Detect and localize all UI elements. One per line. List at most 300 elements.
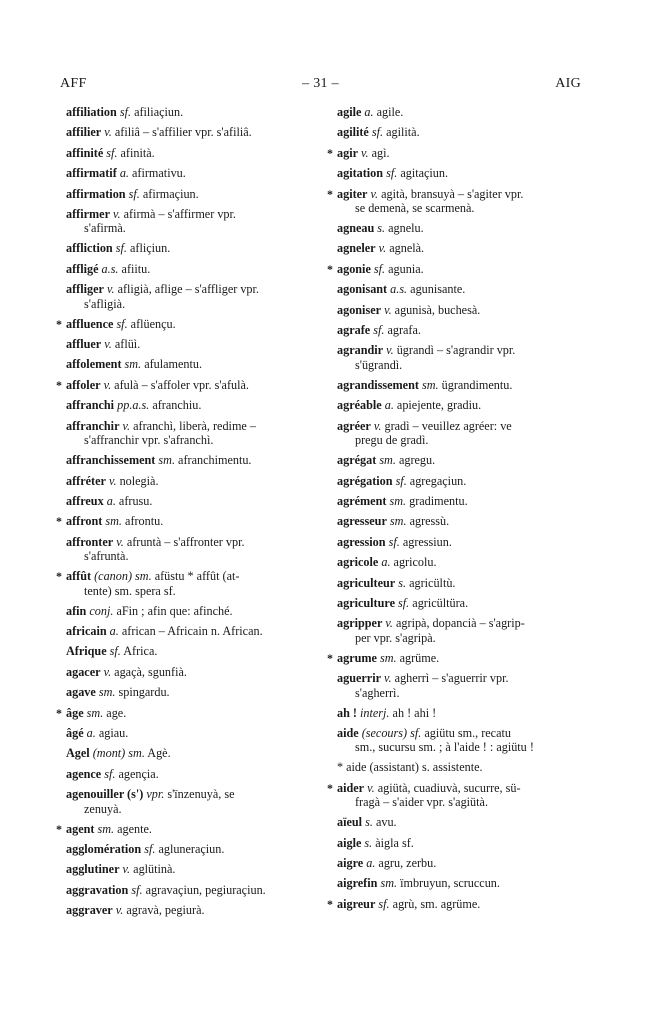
headword: agoniser bbox=[337, 302, 382, 317]
definition: gradì – veuillez agréer: ve bbox=[384, 418, 512, 433]
headword: agripper bbox=[337, 616, 383, 631]
dictionary-entry bbox=[327, 451, 585, 470]
headword: agriculteur bbox=[337, 575, 396, 590]
dictionary-entry bbox=[56, 185, 312, 204]
headword: agrandir bbox=[337, 343, 384, 358]
grammar-tag: sf. bbox=[373, 261, 386, 276]
asterisk-marker: * bbox=[327, 780, 333, 795]
grammar-tag: sf. bbox=[106, 145, 118, 160]
definition-continuation: se demenà, se scarmenà. bbox=[355, 201, 475, 216]
grammar-tag: sf. bbox=[119, 105, 132, 119]
headword: agneau bbox=[337, 221, 375, 236]
asterisk-marker: * bbox=[56, 821, 62, 836]
asterisk-marker: * bbox=[56, 705, 62, 720]
dictionary-entry bbox=[327, 185, 585, 215]
dictionary-entry bbox=[56, 417, 312, 447]
headword: affoler bbox=[66, 377, 101, 392]
dictionary-entry bbox=[56, 472, 312, 491]
headword: affranchissement bbox=[66, 453, 156, 468]
definition: ah ! ahi ! bbox=[392, 705, 437, 720]
definition: aflüì. bbox=[114, 337, 141, 352]
headword: agrégation bbox=[337, 473, 393, 488]
grammar-tag: v. bbox=[122, 862, 131, 877]
grammar-tag: pp.a.s. bbox=[117, 398, 150, 413]
grammar-tag: a. bbox=[106, 493, 116, 508]
definition: aglütinà. bbox=[133, 862, 176, 877]
dictionary-entry bbox=[327, 854, 585, 873]
grammar-tag: (mont) sm. bbox=[92, 746, 145, 761]
dictionary-entry bbox=[56, 103, 312, 122]
headword: affranchi bbox=[66, 398, 115, 413]
headword: africain bbox=[66, 623, 107, 638]
grammar-tag: v. bbox=[103, 664, 112, 679]
headword: affreux bbox=[66, 493, 104, 508]
headword: aïeul bbox=[337, 815, 363, 830]
definition: avu. bbox=[375, 815, 397, 830]
dictionary-entry bbox=[327, 724, 585, 754]
definition: agregu. bbox=[398, 453, 436, 468]
dictionary-entry bbox=[327, 512, 585, 531]
dictionary-entry bbox=[56, 901, 312, 920]
dictionary-entry bbox=[327, 874, 585, 893]
grammar-tag: conj. bbox=[89, 603, 114, 618]
asterisk-marker: * bbox=[327, 186, 333, 201]
grammar-tag: sf. bbox=[398, 595, 410, 610]
headword: affluence bbox=[66, 316, 114, 331]
definition: * aide (assistant) s. assistente. bbox=[337, 760, 483, 775]
dictionary-entry bbox=[327, 813, 585, 832]
grammar-tag: vpr. bbox=[146, 787, 165, 802]
headword: affirmation bbox=[66, 186, 126, 201]
dictionary-entry bbox=[327, 219, 585, 238]
headword: agilité bbox=[337, 125, 369, 140]
headword: agonie bbox=[337, 261, 371, 276]
headword: affirmatif bbox=[66, 166, 117, 181]
definition-continuation: fragà – s'aider vpr. s'agiütà. bbox=[355, 795, 488, 810]
dictionary-entry bbox=[56, 396, 312, 415]
grammar-tag: sf. bbox=[144, 842, 156, 856]
definition-continuation: s'afirmà. bbox=[84, 221, 126, 236]
dictionary-entry bbox=[327, 144, 585, 163]
grammar-tag: a. bbox=[364, 105, 374, 119]
headword: affliction bbox=[66, 241, 113, 256]
grammar-tag: sf. bbox=[104, 766, 116, 781]
dictionary-entry bbox=[327, 417, 585, 447]
definition: afirmà – s'affirmer vpr. bbox=[123, 207, 236, 222]
definition: afulamentu. bbox=[144, 357, 203, 372]
grammar-tag: a. bbox=[109, 623, 119, 638]
headword: affliger bbox=[66, 282, 104, 297]
dictionary-entry bbox=[327, 533, 585, 552]
dictionary-entry bbox=[56, 123, 312, 142]
definition: ügrandimentu. bbox=[441, 377, 513, 392]
headword: agricole bbox=[337, 555, 379, 570]
headword: aider bbox=[337, 780, 365, 795]
definition: agilità. bbox=[386, 125, 420, 140]
definition: afliçiun. bbox=[130, 241, 171, 256]
headword: agent bbox=[66, 821, 95, 836]
definition: àigla sf. bbox=[375, 835, 414, 850]
definition: apiejente, gradiu. bbox=[396, 398, 482, 413]
definition: agiütu sm., recatu bbox=[424, 725, 511, 740]
definition: afrontu. bbox=[125, 514, 164, 529]
dictionary-entry bbox=[56, 642, 312, 661]
headword: agence bbox=[66, 766, 102, 781]
dictionary-entry bbox=[56, 744, 312, 763]
grammar-tag: sm. bbox=[158, 453, 175, 468]
headword: agréer bbox=[337, 418, 371, 433]
headword: âgé bbox=[66, 725, 84, 740]
definition: afruntà – s'affronter vpr. bbox=[126, 534, 245, 549]
headword: agneler bbox=[337, 241, 376, 256]
headword: affiliation bbox=[66, 105, 117, 119]
dictionary-entry bbox=[56, 704, 312, 723]
dictionary-entry bbox=[56, 205, 312, 235]
definition: agunisà, buchesà. bbox=[394, 302, 481, 317]
definition: age. bbox=[106, 705, 127, 720]
headword: agrément bbox=[337, 493, 387, 508]
dictionary-entry bbox=[327, 376, 585, 395]
definition: agitaçiun. bbox=[400, 166, 449, 181]
definition: aflüençu. bbox=[130, 316, 176, 331]
definition: agaçà, sgunfià. bbox=[114, 664, 187, 679]
definition: nolegià. bbox=[119, 473, 159, 488]
headword: aigrefin bbox=[337, 876, 378, 891]
definition-continuation: s'afligià. bbox=[84, 296, 126, 311]
grammar-tag: v. bbox=[370, 186, 379, 201]
headword: Afrique bbox=[66, 644, 107, 659]
grammar-tag: v. bbox=[378, 241, 387, 256]
dictionary-entry bbox=[327, 103, 585, 122]
grammar-tag: (canon) sm. bbox=[94, 569, 152, 584]
headword: affût bbox=[66, 569, 92, 584]
grammar-tag: sf. bbox=[386, 166, 398, 181]
grammar-tag: v. bbox=[384, 302, 392, 317]
dictionary-entry bbox=[327, 341, 585, 371]
header-right-guide-word: AIG bbox=[555, 76, 581, 91]
dictionary-entry bbox=[327, 492, 585, 511]
dictionary-entry bbox=[56, 144, 312, 163]
headword: agrandissement bbox=[337, 377, 419, 392]
headword: agression bbox=[337, 534, 386, 549]
dictionary-entry bbox=[56, 860, 312, 879]
dictionary-entry bbox=[327, 553, 585, 572]
dictionary-entry bbox=[56, 533, 312, 563]
headword: affolement bbox=[66, 357, 122, 372]
dictionary-entry bbox=[56, 765, 312, 784]
headword: âge bbox=[66, 705, 84, 720]
headword: agresseur bbox=[337, 514, 387, 529]
definition: afinità. bbox=[120, 145, 155, 160]
definition: agrù, sm. agrüme. bbox=[392, 896, 481, 911]
dictionary-entry bbox=[56, 567, 312, 597]
grammar-tag: sm. bbox=[421, 377, 439, 392]
headword: aigre bbox=[337, 856, 364, 870]
headword: agacer bbox=[66, 664, 101, 679]
dictionary-entry bbox=[56, 376, 312, 395]
grammar-tag: v. bbox=[373, 418, 382, 433]
grammar-tag: v. bbox=[104, 337, 112, 352]
definition: afulà – s'affoler vpr. s'afulà. bbox=[114, 377, 249, 392]
definition: gradimentu. bbox=[409, 493, 468, 508]
dictionary-entry bbox=[56, 881, 312, 900]
definition: agunia. bbox=[388, 261, 424, 276]
definition: agità, bransuyà – s'agiter vpr. bbox=[381, 186, 524, 201]
grammar-tag: sm. bbox=[389, 514, 407, 529]
headword: Agel bbox=[66, 746, 90, 761]
grammar-tag: sf. bbox=[128, 186, 140, 201]
definition: agripà, dopancià – s'agrip- bbox=[396, 616, 525, 631]
definition: Agè. bbox=[147, 746, 171, 761]
page-number: – 31 – bbox=[302, 76, 339, 91]
headword: agonisant bbox=[337, 282, 388, 297]
dictionary-entry bbox=[327, 669, 585, 699]
definition-continuation: per vpr. s'agripà. bbox=[355, 630, 436, 645]
dictionary-entry bbox=[56, 239, 312, 258]
definition-continuation: s'ügrandì. bbox=[355, 357, 403, 372]
dictionary-entry bbox=[56, 260, 312, 279]
definition-continuation: s'afruntà. bbox=[84, 549, 129, 564]
grammar-tag: a. bbox=[366, 856, 376, 870]
headword: ah ! bbox=[337, 705, 357, 720]
grammar-tag: v. bbox=[385, 616, 393, 631]
headword: affilier bbox=[66, 125, 102, 140]
headword: agir bbox=[337, 145, 358, 160]
dictionary-entry bbox=[327, 895, 585, 914]
grammar-tag: sf. bbox=[371, 125, 384, 140]
definition: agrüme. bbox=[399, 650, 440, 665]
headword: aggravation bbox=[66, 882, 129, 897]
grammar-tag: sf. bbox=[373, 323, 385, 338]
definition-continuation: pregu de gradì. bbox=[355, 433, 429, 448]
asterisk-marker: * bbox=[327, 261, 333, 276]
grammar-tag: v. bbox=[361, 145, 369, 160]
dictionary-entry bbox=[56, 683, 312, 702]
headword: aigreur bbox=[337, 896, 376, 911]
asterisk-marker: * bbox=[56, 514, 62, 529]
headword: afin bbox=[66, 603, 87, 618]
grammar-tag: v. bbox=[113, 207, 121, 222]
headword: affinité bbox=[66, 145, 104, 160]
grammar-tag: v. bbox=[122, 418, 131, 433]
dictionary-entry bbox=[56, 663, 312, 682]
definition: agricültüra. bbox=[412, 595, 469, 610]
grammar-tag: (secours) sf. bbox=[361, 725, 422, 740]
definition: afiliaçiun. bbox=[134, 105, 184, 119]
definition: afirmativu. bbox=[132, 166, 186, 181]
headword: affronter bbox=[66, 534, 114, 549]
grammar-tag: sf. bbox=[131, 882, 143, 897]
dictionary-entry bbox=[327, 758, 585, 777]
headword: agrume bbox=[337, 650, 377, 665]
definition: agricolu. bbox=[393, 555, 437, 570]
grammar-tag: a. bbox=[86, 725, 96, 740]
grammar-tag: a. bbox=[381, 555, 391, 570]
dictionary-entry bbox=[56, 602, 312, 621]
dictionary-entry bbox=[56, 492, 312, 511]
headword: agitation bbox=[337, 166, 384, 181]
dictionary-entry bbox=[327, 649, 585, 668]
headword: affréter bbox=[66, 473, 106, 488]
dictionary-entry bbox=[327, 614, 585, 644]
dictionary-entry bbox=[327, 834, 585, 853]
definition: agressù. bbox=[409, 514, 450, 529]
grammar-tag: sf. bbox=[388, 534, 400, 549]
dictionary-entry bbox=[327, 574, 585, 593]
headword: agriculture bbox=[337, 595, 395, 610]
right-column bbox=[327, 103, 585, 915]
dictionary-entry bbox=[56, 785, 312, 815]
grammar-tag: sm. bbox=[389, 493, 407, 508]
grammar-tag: v. bbox=[116, 534, 124, 549]
definition: afrusu. bbox=[118, 493, 153, 508]
definition: afirmaçiun. bbox=[142, 186, 199, 201]
definition: afranchimentu. bbox=[178, 453, 252, 468]
dictionary-entry bbox=[56, 335, 312, 354]
headword: agave bbox=[66, 685, 96, 700]
headword: aigle bbox=[337, 835, 362, 850]
headword: affluer bbox=[66, 337, 102, 352]
dictionary-entry bbox=[327, 321, 585, 340]
definition: agençia. bbox=[118, 766, 159, 781]
definition: spingardu. bbox=[118, 685, 170, 700]
dictionary-entry bbox=[56, 280, 312, 310]
grammar-tag: a. bbox=[119, 166, 129, 181]
grammar-tag: v. bbox=[384, 671, 392, 686]
dictionary-entry bbox=[327, 123, 585, 142]
grammar-tag: a.s. bbox=[390, 282, 408, 297]
headword: affront bbox=[66, 514, 103, 529]
dictionary-entry bbox=[327, 239, 585, 258]
headword: agile bbox=[337, 105, 362, 119]
definition: agnelu. bbox=[388, 221, 424, 236]
definition: agiütà, cuadiuvà, sucurre, sü- bbox=[377, 780, 521, 795]
dictionary-entry bbox=[327, 472, 585, 491]
grammar-tag: sf. bbox=[115, 241, 127, 256]
grammar-tag: s. bbox=[365, 815, 373, 830]
headword: agiter bbox=[337, 186, 368, 201]
definition: agherrì – s'aguerrir vpr. bbox=[394, 671, 509, 686]
headword: agglutiner bbox=[66, 862, 120, 877]
definition: agrafa. bbox=[387, 323, 421, 338]
definition: aFin ; afin que: afinché. bbox=[116, 603, 233, 618]
definition: agile. bbox=[376, 105, 404, 119]
grammar-tag: sm. bbox=[86, 705, 104, 720]
grammar-tag: v. bbox=[106, 282, 115, 297]
dictionary-entry bbox=[327, 594, 585, 613]
definition: ïmbruyun, scruccun. bbox=[400, 876, 500, 891]
dictionary-entry bbox=[56, 315, 312, 334]
grammar-tag: s. bbox=[398, 575, 407, 590]
dictionary-entry bbox=[56, 622, 312, 641]
grammar-tag: v. bbox=[115, 903, 124, 918]
headword: affligé bbox=[66, 261, 99, 276]
asterisk-marker: * bbox=[327, 145, 333, 160]
dictionary-entry bbox=[327, 704, 585, 723]
definition: afranchiu. bbox=[152, 398, 202, 413]
grammar-tag: v. bbox=[367, 780, 375, 795]
definition: agravà, pegiurà. bbox=[126, 903, 205, 918]
grammar-tag: interj. bbox=[360, 705, 390, 720]
definition: ügrandì – s'agrandir vpr. bbox=[396, 343, 516, 358]
definition: afligià, aflige – s'affliger vpr. bbox=[117, 282, 259, 297]
headword: aguerrir bbox=[337, 671, 381, 686]
asterisk-marker: * bbox=[56, 316, 62, 331]
definition-continuation: s'agherrì. bbox=[355, 685, 400, 700]
grammar-tag: sm. bbox=[380, 876, 398, 891]
headword: aggraver bbox=[66, 903, 113, 918]
grammar-tag: a.s. bbox=[101, 261, 119, 276]
headword: agrégat bbox=[337, 453, 377, 468]
dictionary-entry bbox=[327, 396, 585, 415]
definition-continuation: sm., sucursu sm. ; à l'aide ! : agiütu ! bbox=[355, 740, 534, 755]
definition: agiau. bbox=[98, 725, 129, 740]
dictionary-entry bbox=[327, 779, 585, 809]
grammar-tag: v. bbox=[386, 343, 394, 358]
definition: afüstu * affût (at- bbox=[154, 569, 240, 584]
headword: affranchir bbox=[66, 418, 120, 433]
headword: affirmer bbox=[66, 207, 110, 222]
grammar-tag: sm. bbox=[105, 514, 122, 529]
definition: agunisante. bbox=[410, 282, 466, 297]
definition: african – Africain n. African. bbox=[121, 623, 263, 638]
definition-continuation: zenuyà. bbox=[84, 801, 122, 816]
grammar-tag: sm. bbox=[98, 685, 116, 700]
grammar-tag: s. bbox=[364, 835, 373, 850]
grammar-tag: v. bbox=[104, 125, 112, 140]
definition: afiliâ – s'affilier vpr. s'afiliâ. bbox=[114, 125, 252, 140]
dictionary-entry bbox=[56, 840, 312, 859]
headword: agrafe bbox=[337, 323, 371, 338]
definition: agì. bbox=[371, 145, 390, 160]
definition: agregaçiun. bbox=[409, 473, 467, 488]
dictionary-entry bbox=[327, 164, 585, 183]
definition: agru, zerbu. bbox=[378, 856, 437, 870]
definition: agricültù. bbox=[409, 575, 456, 590]
headword: agglomération bbox=[66, 842, 142, 856]
dictionary-entry bbox=[56, 451, 312, 470]
dictionary-entry bbox=[327, 280, 585, 299]
asterisk-marker: * bbox=[56, 569, 62, 584]
headword: aide bbox=[337, 725, 359, 740]
definition: agravaçiun, pegiuraçiun. bbox=[145, 882, 266, 897]
grammar-tag: sm. bbox=[379, 453, 396, 468]
definition-continuation: s'affranchir vpr. s'afranchì. bbox=[84, 433, 214, 448]
grammar-tag: sf. bbox=[395, 473, 407, 488]
definition: agnelà. bbox=[389, 241, 425, 256]
dictionary-entry bbox=[327, 260, 585, 279]
grammar-tag: v. bbox=[103, 377, 112, 392]
grammar-tag: a. bbox=[384, 398, 394, 413]
grammar-tag: sm. bbox=[124, 357, 142, 372]
dictionary-entry bbox=[56, 164, 312, 183]
grammar-tag: sm. bbox=[379, 650, 397, 665]
definition: afiitu. bbox=[121, 261, 151, 276]
definition: s'ïnzenuyà, se bbox=[167, 787, 235, 802]
definition: agluneraçiun. bbox=[158, 842, 225, 856]
dictionary-entry bbox=[327, 301, 585, 320]
definition: agressiun. bbox=[402, 534, 452, 549]
grammar-tag: sf. bbox=[109, 644, 121, 659]
grammar-tag: sf. bbox=[116, 316, 128, 331]
asterisk-marker: * bbox=[56, 377, 62, 392]
definition: Africa. bbox=[123, 644, 158, 659]
definition: afranchì, liberà, redime – bbox=[133, 418, 256, 433]
left-column bbox=[56, 103, 312, 922]
headword: agenouiller (s') bbox=[66, 787, 144, 802]
dictionary-entry bbox=[56, 512, 312, 531]
definition-continuation: tente) sm. spera sf. bbox=[84, 583, 176, 598]
